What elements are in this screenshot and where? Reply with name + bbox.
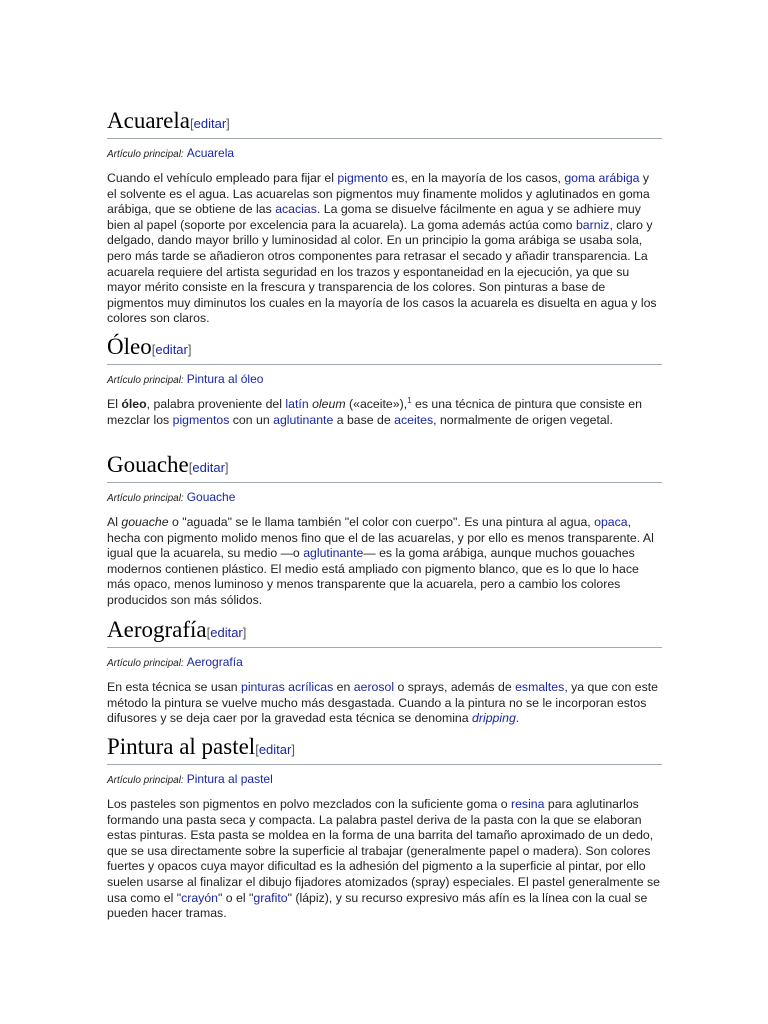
edit-link[interactable]: editar (193, 116, 227, 131)
heading-title: Óleo (107, 334, 152, 359)
section-pastel (107, 733, 662, 922)
link-pigmento[interactable]: pigmento (337, 171, 388, 185)
link-resina[interactable]: resina (510, 797, 545, 811)
section-gouache (107, 451, 662, 609)
link-grafito[interactable]: grafito (253, 890, 288, 905)
heading-title: Acuarela (107, 108, 190, 133)
section-aerografia (107, 616, 662, 727)
link-aglutinante[interactable]: aglutinante (273, 412, 334, 427)
edit-link[interactable]: editar (155, 342, 188, 357)
link-pinturas-acrilicas[interactable]: pinturas acrílicas (240, 680, 334, 694)
section-oleo (107, 333, 662, 428)
section-paragraph: Al gouache o "aguada" se le llama también "el color con cuerpo". Es una pintura al agua, opaca, hecha con pigmento molido menos fino que el de las acuarelas, y por ello es menos transparente. Al igual que la acuarela, su medio —o aglutinante— es la goma arábiga, aunque muchos gouaches modernos contienen plástico. El medio está ampliado con pigmento blanco, que es lo que lo hace más opaco, menos luminoso y menos transparente que la acuarela, pero a cambio los colores producidos son más sólidos. (107, 515, 654, 607)
section-acuarela (107, 107, 662, 327)
main-article-note: Artículo principal: Pintura al óleo (107, 372, 264, 386)
edit-link[interactable]: editar (258, 742, 292, 757)
link-pigmentos[interactable]: pigmentos (172, 412, 230, 427)
section-paragraph: Los pasteles son pigmentos en polvo mezclados con la suficiente goma o resina para aglutinarlos formando una pasta seca y compacta. La palabra pastel deriva de la pasta con la que se elaboran estas pinturas. Esta pasta se moldea en la forma de una barrita del tamaño aproximado de un dedo, que se usa directamente sobre la superficie al trabajar (generalmente papel o madera). Son colores fuertes y opacos cuya mayor dificultad es la adhesión del pigmento a la superficie al pintar, por ello suelen usarse al finalizar el dibujo fijadores atomizados (spray) especiales. El pastel generalmente se usa como el "crayón" o el "grafito" (lápiz), y su recurso expresivo más afín es la línea con la cual se pueden hacer tramas. (107, 797, 660, 921)
section-heading: Pintura al pastel[editar] (107, 733, 662, 765)
link-aglutinante[interactable]: aglutinante (303, 546, 364, 561)
link-acacias[interactable]: acacias (275, 202, 317, 217)
main-article-note: Artículo principal: Aerografía (107, 655, 243, 669)
main-article-link[interactable]: Aerografía (186, 655, 243, 669)
edit-link[interactable]: editar (192, 460, 225, 475)
link-goma-arabiga[interactable]: goma arábiga (564, 171, 640, 185)
section-heading: Óleo[editar] (107, 333, 662, 365)
main-article-link[interactable]: Pintura al pastel (186, 772, 273, 786)
main-article-link[interactable]: Acuarela (186, 146, 235, 160)
main-article-note: Artículo principal: Gouache (107, 490, 236, 504)
link-aerosol[interactable]: aerosol (353, 680, 395, 694)
section-paragraph: El óleo, palabra proveniente del latín oleum («aceite»),$^1$ es una técnica de pintura que consiste en mezclar los pigmentos con un aglutinante a base de aceites, normalmente de origen vegetal. (107, 395, 642, 427)
heading-title: Gouache (107, 452, 189, 477)
main-article-note: Artículo principal: Acuarela (107, 146, 235, 160)
section-heading: Gouache[editar] (107, 451, 662, 483)
section-paragraph: En esta técnica se usan pinturas acrílicas en aerosol o sprays, además de esmaltes, ya que con este método la pintura se vuelve mucho más desgastada. Cuando a la pintura no se le incorporan estos difusores y se deja caer por la gravedad esta técnica se denomina dripping. (107, 680, 658, 726)
link-esmaltes[interactable]: esmaltes (515, 680, 565, 694)
link-aceites[interactable]: aceites (394, 412, 434, 427)
main-article-link[interactable]: Pintura al óleo (186, 372, 264, 386)
edit-link[interactable]: editar (210, 625, 243, 640)
section-paragraph: Cuando el vehículo empleado para fijar el pigmento es, en la mayoría de los casos, goma arábiga y el solvente es el agua. Las acuarelas son pigmentos muy finamente molidos y aglutinados en goma arábiga, que se obtiene de las acacias. La goma se disuelve fácilmente en agua y se adhiere muy bien al papel (soporte por excelencia para la acuarela). La goma además actúa como barniz, claro y delgado, dando mayor brillo y luminosidad al color. En un principio la goma arábiga se usaba sola, pero más tarde se añadieron otros componentes para retrasar el secado y añadir transparencia. La acuarela requiere del artista seguridad en los trazos y espontaneidad en la ejecución, ya que su mayor mérito consiste en la frescura y transparencia de los colores. Son pinturas a base de pigmentos muy diminutos los cuales en la mayoría de los casos la acuarela es disuelta en agua y los colores son claros. (107, 171, 657, 326)
link-crayon[interactable]: crayón (181, 890, 219, 905)
section-heading: Acuarela[editar] (107, 107, 662, 139)
main-article-link[interactable]: Gouache (186, 490, 236, 504)
link-latin[interactable]: latín (285, 397, 309, 411)
link-barniz[interactable]: barniz (575, 217, 610, 232)
section-heading: Aerografía[editar] (107, 616, 662, 648)
heading-title: Aerografía (107, 617, 207, 642)
heading-title: Pintura al pastel (107, 734, 256, 759)
link-opaca[interactable]: opaca (594, 515, 628, 529)
reference-marker[interactable]: 1 (407, 395, 412, 405)
link-dripping[interactable]: dripping (472, 711, 516, 726)
main-article-note: Artículo principal: Pintura al pastel (107, 772, 273, 786)
